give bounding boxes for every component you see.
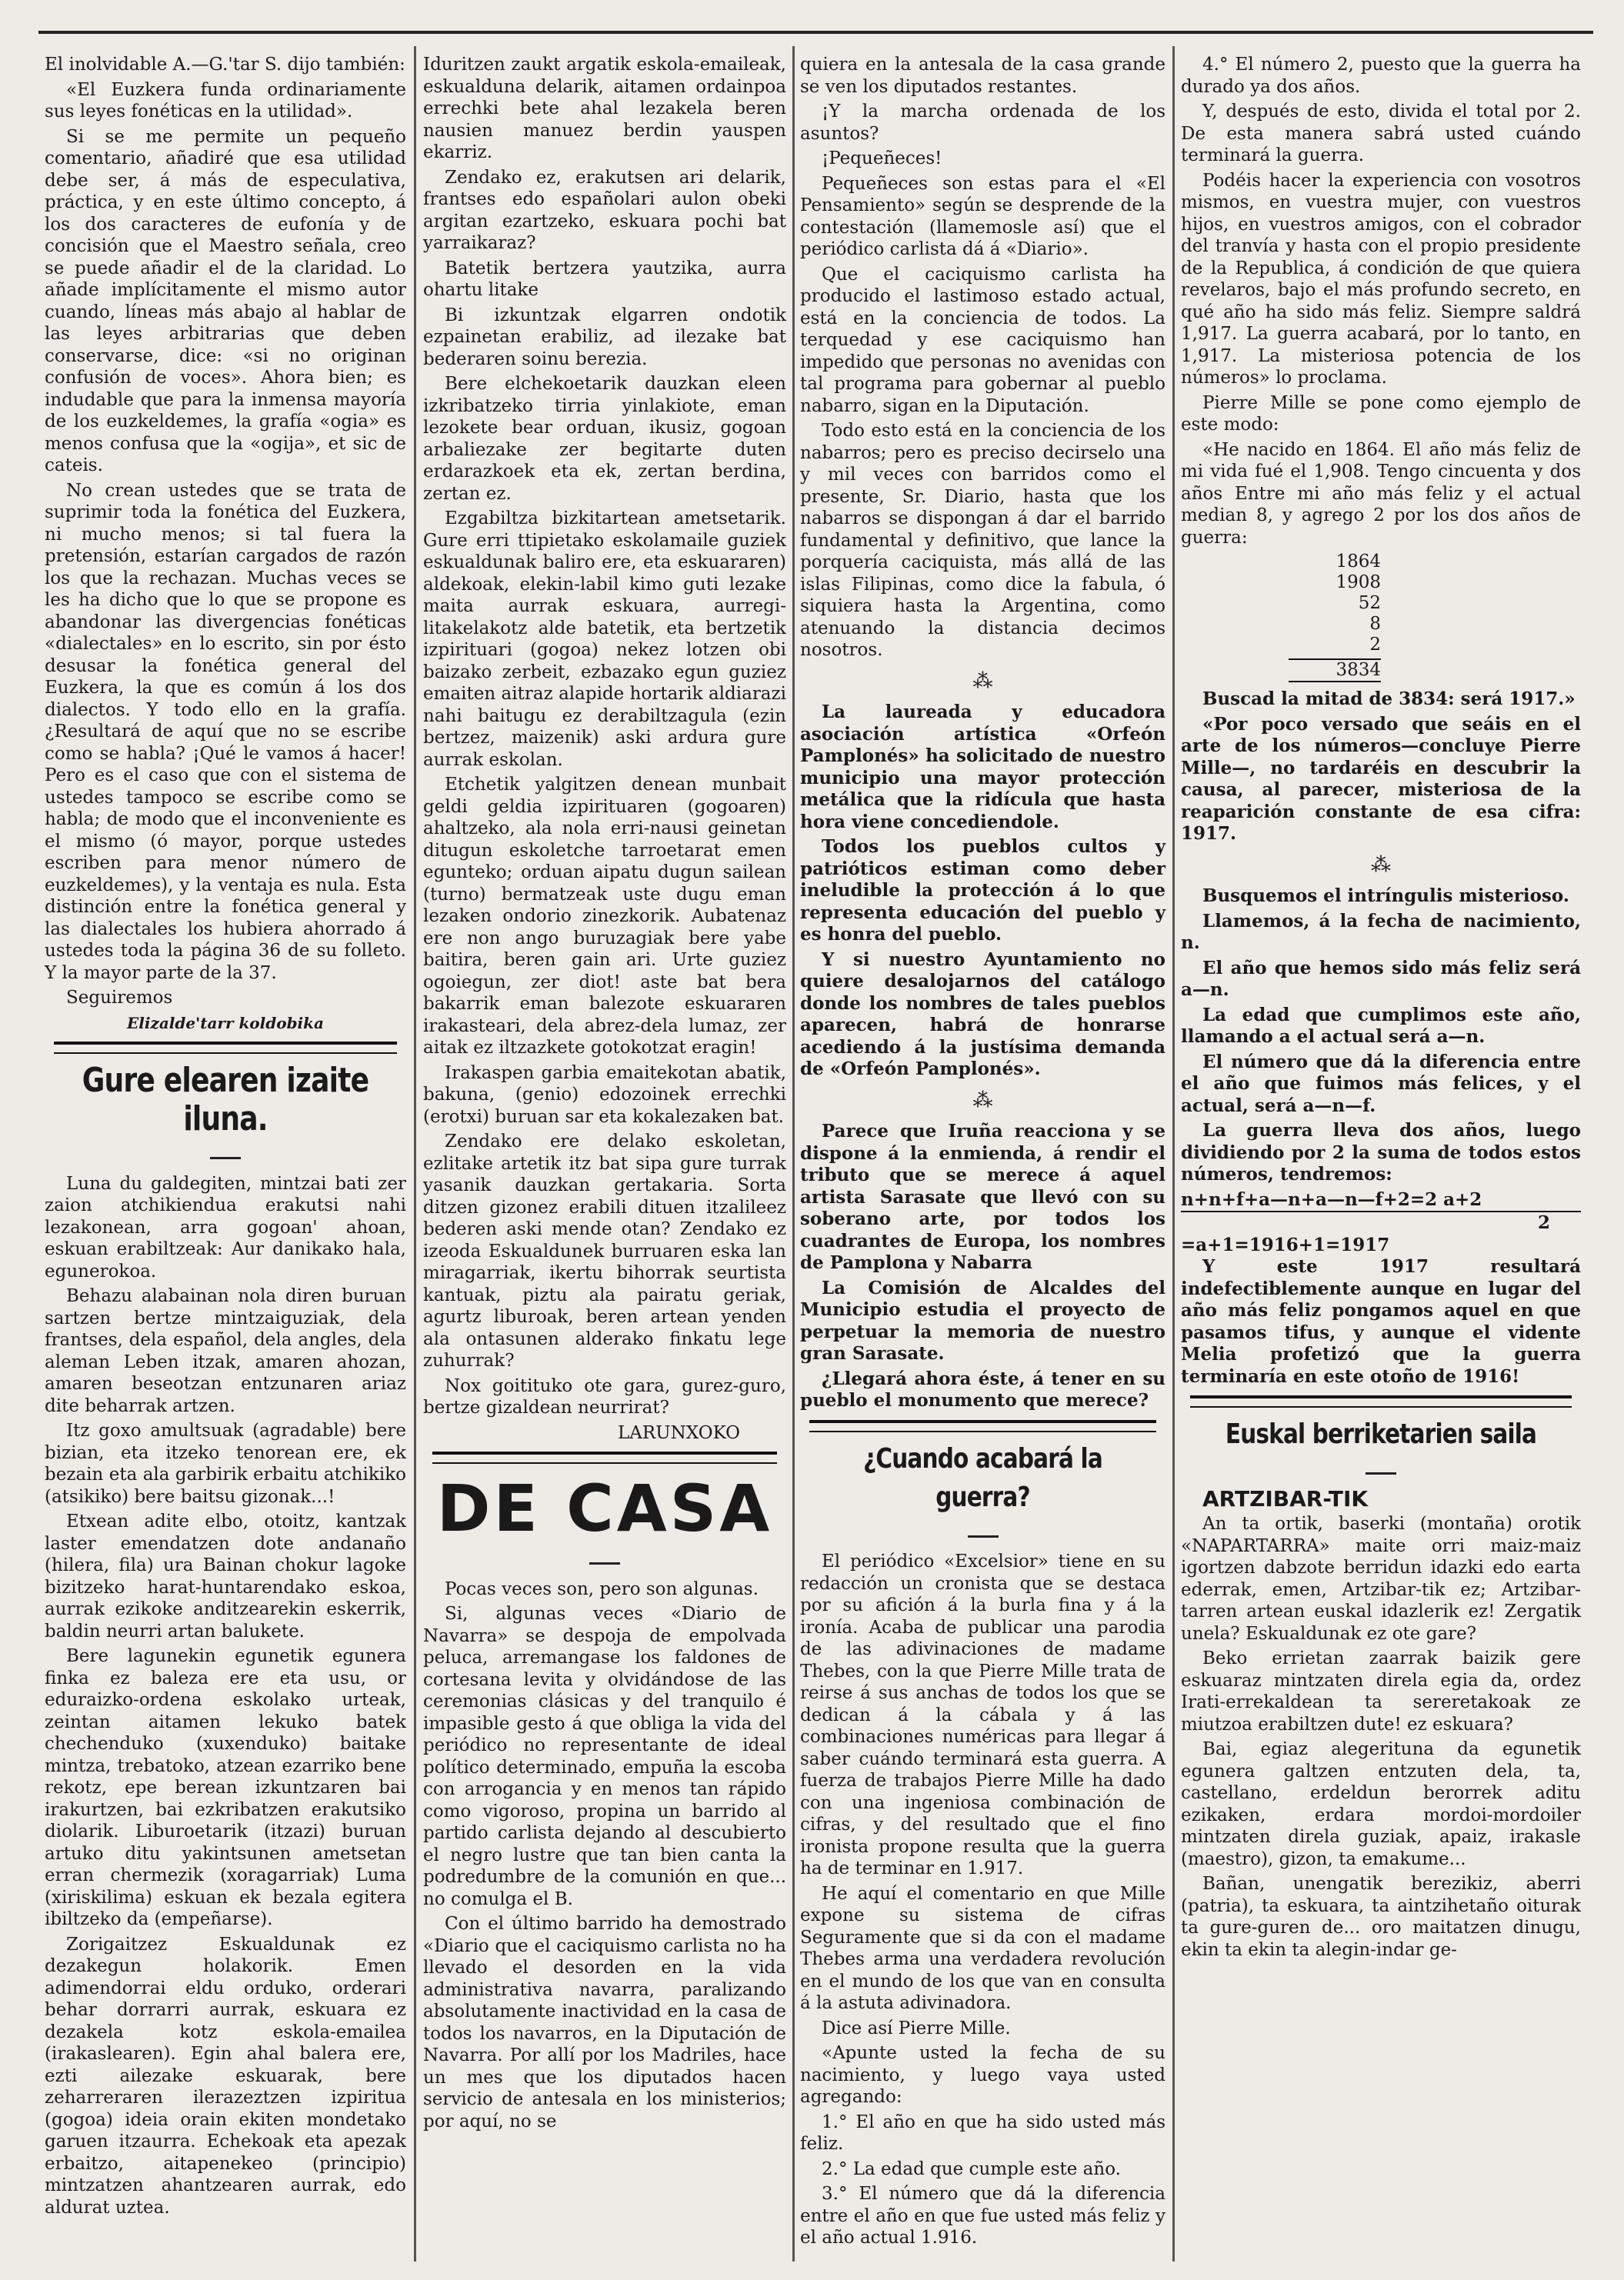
paragraph: Etxean adite elbo, otoitz, kantzak laster emendatzen dote andanaño (hilera, fila) ura Bainan chokur lagoke bizitzeko harat-huntarendako eskoa, aurrak ezikoke anditzearekin eskerrik, baldin neurri artan balukete.: [45, 1512, 406, 1642]
paragraph: El número que dá la diferencia entre el año que fuimos más felices, y el actual, será a—n—f.: [1181, 1051, 1581, 1116]
sum-row: 8: [1369, 614, 1381, 634]
paragraph: Bi izkuntzak elgarren ondotik ezpainetan erabiliz, ad ilezake bat bederaren soinu berezia.: [423, 305, 786, 369]
paragraph: Si, algunas veces «Diario de Navarra» se despoja de empolvada peluca, arremangase los faldones de cortesana levita y olvidándose de las ceremonias clásicas y del tranquilo é impasible gesto á que obliga la vida del periódico no representante de ideal político determinado, empuña la escoba con arrogancia y en menos tan rápido como vigoroso, propina un barrido al partido carlista dejando al descubierto el negro lustre que tan bien canta la podredumbre de la comunión en que... no comulga el B.: [423, 1604, 786, 1909]
section-heading: Euskal berriketarien saila: [1225, 1418, 1537, 1450]
paragraph: quiera en la antesala de la casa grande se ven los diputados restantes.: [800, 55, 1165, 97]
paragraph: Y, después de esto, divida el total por 2. De esta manera sabrá usted cuándo terminará la guerra.: [1181, 102, 1581, 165]
sum-row: 52: [1358, 593, 1381, 613]
paragraph: Behazu alabainan nola diren buruan sartzen bertze mintzaiguziak, dela frantses, dela español, dela angles, dela aleman Leben itzak, amaren ahozan, amaren beseotzan entzunaren ariaz dite beharrak artzen.: [45, 1286, 406, 1416]
paragraph: La Comisión de Alcaldes del Municipio estudia el proyecto de perpetuar la memoria de nuestro gran Sarasate.: [800, 1277, 1165, 1364]
short-rule: [1181, 1458, 1581, 1481]
paragraph: Zendako ere delako eskoletan, ezlitake artetik itz bat sipa gure turrak yasanik dauzkan gertakaria. Sorta ditzen gizonez erabili dituen itzalileez bederen aski mende otan? Zendako ez izeoda Eskualdunek burruaren eska lan miragarriak, ikertu bihorrak seurtista kantuak, piztu ala pairatu geriak, agurtz liburoak, beren artean yenden ala ontasunen alderako finkatu lege zuhurrak?: [423, 1132, 786, 1371]
column-1: [45, 54, 406, 2222]
paragraph: Zendako ez, erakutsen ari delarik, frantses edo españolari aulon obeki argitan ezartzeko, eskuara pochi bat yarraikaraz?: [423, 167, 786, 253]
paragraph: La guerra lleva dos años, luego dividiendo por 2 la suma de todos estos números, tendremos:: [1181, 1120, 1581, 1185]
paragraph: Bere elchekoetarik dauzkan eleen izkribatzeko tirria yinlakiote, eman lezokete bear orduan, ikusiz, gogoan arbaliezake zer begitarte duten erdarazkoek eta ek, zertan berdina, zertan ez.: [423, 374, 786, 504]
paragraph: ¡Y la marcha ordenada de los asuntos?: [800, 102, 1165, 144]
paragraph: El año que hemos sido más feliz será a—n.: [1181, 957, 1581, 1000]
paragraph: ¡Pequeñeces!: [822, 148, 942, 168]
continuation-note: Seguiremos: [66, 988, 173, 1008]
paragraph: 1.° El año en que ha sido usted más feliz.: [800, 2112, 1165, 2154]
paragraph: Podéis hacer la experiencia con vosotros mismos, en vuestra mujer, con vuestros hijos, en vuestros amigos, con el cobrador del tranvía y hasta con el propio presidente de la Republica, á condición de que quiera revelaros, bajo el más profundo secreto, en qué año ha sido más feliz. Siempre saldrá 1,917. La guerra acabará, por lo tanto, en 1,917. La misteriosa potencia de los números» lo proclama.: [1181, 170, 1581, 388]
asterism-separator: ⁂: [1371, 853, 1391, 877]
short-rule: [800, 1522, 1165, 1544]
sum-row: 1908: [1336, 572, 1381, 592]
sum-row: 2: [1369, 635, 1381, 655]
paragraph: Ezgabiltza bizkitartean ametsetarik. Gure erri ttipietako eskolamaile guziek eskualdunak baliro ere, eta eskuararen) aldekoak, elekin-labil kimo guti lezake maita aurrak eskuara, aurregi-litakelakotz alde batetik, eta bertzetik izpirituari (gogoa) nekez lotzen obi baizako zerbeit, ezbazako egun guziez emaiten aitraz alapide hortarik aldiarazi nahi baitugu ez derabiltzagula (ezin bertzez, maizenik) aski ardura gure aurrak eskolan.: [423, 508, 786, 770]
paragraph: «Apunte usted la fecha de su nacimiento, y luego vaya usted agregando:: [800, 2043, 1165, 2107]
paragraph: La laureada y educadora asociación artística «Orfeón Pamplonés» ha solicitado de nuestro municipio una mayor protección metálica que la ridícula que hasta hora viene concediendole.: [800, 702, 1165, 832]
article-title: Gure elearen izaite iluna.: [82, 1061, 369, 1138]
paragraph: Dice así Pierre Mille.: [822, 2018, 1011, 2038]
column-3: [800, 54, 1165, 2252]
paragraph: Y si nuestro Ayuntamiento no quiere desalojarnos del catálogo donde los nombres de tales pueblos aparecen, habrá de honrarse acediendo á la justísima demanda de «Orfeón Pamplonés».: [800, 948, 1165, 1079]
paragraph: El periódico «Excelsior» tiene en su redacción un cronista que se destaca por su afición á la burla fina y á la ironía. Acaba de publicar una parodia de las adivinaciones de madame Thebes, con la que Pierre Mille trata de reirse á sus anchas de todos los que se dedican á la cábala y á las combinaciones numéricas para llegar á saber cuándo terminará esta guerra. A fuerza de trabajos Pierre Mille ha dado con una ingeniosa combinación de cifras, y del resultado que el fino ironista propone resulta que la guerra ha de terminar en 1.917.: [800, 1552, 1165, 1878]
paragraph: El inolvidable A.—G.'tar S. dijo también:: [45, 55, 405, 75]
paragraph: Irakaspen garbia emaitekotan abatik, bakuna, (genio) edozoinek errechki (erotxi) buruan sar eta kokalezaken bat.: [423, 1062, 786, 1127]
paragraph: Zorigaitzez Eskualdunak ez dezakegun holakorik. Emen adimendorrai eldu orduko, orderari behar dorrarri aurrak, eskuara ez dezakela kotz eskola-emailea (irakaslearen). Egin ahal balera ere, ezti ailezake eskuarak, bere zeharreraren ilerazeztzen izpiritua (gogoa) ideia orain ekiten mondetako garuen itzaurra. Echekoak eta apezak erbaitzo, aitapenekeo (principio) mintzatzen ahantzearen aurrak, edo aldurat uztea.: [45, 1934, 406, 2218]
paragraph: He aquí el comentario en que Mille expone su sistema de cifras Seguramente que si da con el madame Thebes arma una verdadera revolución en el mundo de los que van en consulta á la astuta adivinadora.: [800, 1883, 1165, 2013]
paragraph: Pocas veces son, pero son algunas.: [445, 1578, 759, 1599]
column-divider: [414, 46, 416, 2262]
paragraph: Iduritzen zaukt argatik eskola-emaileak, eskualduna delarik, aitamen ordainpoa errechki bete ahal lezakela beren nausien manuez berdin yauspen ekarriz.: [423, 55, 786, 162]
ornament-divider: [1190, 1395, 1572, 1408]
paragraph: 3.° El número que dá la diferencia entre el año en que fue usted más feliz y el año actual 1.916.: [800, 2184, 1165, 2248]
paragraph: Si se me permite un pequeño comentario, añadiré que esa utilidad debe ser, á más de especulativa, práctica, y en este último concepto, á los dos caracteres de eufonía y de concisión que el Maestro señala, creo se puede añadir el de la claridad. Lo añade implícitamente el mismo autor cuando, líneas más abajo al hablar de las leyes arbitrarias que deben conservarse, dice: «si no originan confusión de voces». Ahora bien; es indudable que para la inmensa mayoría de los euzkeldemes, la grafía «ogia» es menos confusa que la «ogija», et sic de cateis.: [45, 126, 406, 475]
paragraph: Bai, egiaz alegerituna da egunetik egunera galtzen entzuten dela, ta, castellano, erdeldun berorrek aditu ezikaken, erdara mordoi-mordoiler mintzaten direla guziak, apaiz, irakasle (maestro), gizon, ta emakume...: [1181, 1739, 1581, 1869]
article-subheading: ARTZIBAR-TIK: [1202, 1485, 1369, 1512]
paragraph: An ta ortik, baserki (montaña) orotik «NAPARTARRA» maite orri maiz-maiz igortzen dabzote berridun idazki edo earta ederrak, emen, Artzibar-tik ez; Artzibar-tarren artean euskal idazlerik ez! Zergatik unela? Eskualdunak ez ote gare?: [1181, 1514, 1581, 1644]
author-signature: LARUNXOKO: [618, 1422, 740, 1443]
paragraph: «El Euzkera funda ordinariamente sus leyes fonéticas en la utilidad».: [45, 79, 406, 122]
paragraph: Llamemos, á la fecha de nacimiento, n.: [1181, 910, 1581, 953]
paragraph: Bere lagunekin egunetik egunera finka ez baleza ere eta usu, or eduraizko-ordena eskolako urteak, zeintan aitamen lekuko batek chechenduko (xuxenduko) baitake mintza, trebatoko, atzean ezarriko bene rekotz, epe berean izkuntzaren bai irakurtzen, bai ezkribatzen erakutsiko diolarik. Liburoetarik (itzazi) buruan artuko ditu yakintsunen ametsetan erran chermezik (xoragarriak) Luma (xiriskilima) eskuan ek bezala egitera ibiltzeko da (empeñarse).: [45, 1646, 406, 1929]
paragraph: Beko errietan zaarrak baizik gere eskuaraz mintzaten direla egia da, ordez Irati-errekaldean ta sereretakoak ze miutzoa erabiltzen dute! ez eskuara?: [1181, 1648, 1581, 1735]
paragraph: Buscad la mitad de 3834: será 1917.»: [1202, 688, 1576, 709]
paragraph: 2.° La edad que cumple este año.: [822, 2158, 1121, 2179]
asterism-separator: ⁂: [972, 1088, 993, 1112]
paragraph: Pequeñeces son estas para el «El Pensamiento» según se desprende de la contestación (llamemosle así) que el periódico carlista dá á «Diario».: [800, 173, 1165, 259]
short-rule: [45, 1143, 406, 1165]
paragraph: Etchetik yalgitzen denean munbait geldi geldia izpirituaren (gogoaren) ahaltzeko, ala nola erri-nausi geinetan ditugun eskoletche tarroetarat emen egunteko; orduan aipatu dugun sailean (turno) bermatzeak uste dugu eman lezaken ondorio zinezkorik. Aubatenaz ere non ango buruzagiak bere yabe baitira, beren gain ari. Urte guziez ogoiegun, zer diot! aste bat bera bakarrik eman balezote eskuararen irakasteari, dela abrez-dela lumaz, zer aitak ez iltzazkete gotokotzat eragin!: [423, 775, 786, 1058]
paragraph: ¿Llegará ahora éste, á tener en su pueblo el monumento que merece?: [800, 1368, 1165, 1411]
paragraph: Que el caciquismo carlista ha producido el lastimoso estado actual, está en la conciencia de todos. La terquedad y ese caciquismo han impedido que personas no avenidas con tal programa para gobernar al pueblo nabarro, sigan en la Diputación.: [800, 264, 1165, 416]
paragraph: 4.° El número 2, puesto que la guerra ha durado ya dos años.: [1181, 55, 1581, 97]
sum-row: 1864: [1336, 552, 1381, 572]
sum-total: 3834: [1289, 658, 1381, 682]
ornament-divider: [809, 1420, 1156, 1432]
paragraph: La edad que cumplimos este año, llamando a el actual será a—n.: [1181, 1004, 1581, 1047]
section-heading: DE CASA: [436, 1471, 773, 1546]
column-2: [423, 54, 786, 2135]
formula: [1181, 1189, 1581, 1257]
paragraph: Itz goxo amultsuak (agradable) bere bizian, eta itzeko tenorean ere, ek bezain eta ala garbirik erbaitu atchikiko (atsikiko) bere baitsu gizonak...!: [45, 1421, 406, 1507]
ornament-divider: [54, 1042, 397, 1054]
paragraph: Batetik bertzera yautzika, aurra ohartu litake: [423, 258, 786, 300]
short-rule: [423, 1548, 786, 1571]
column-divider: [1172, 46, 1175, 2262]
paragraph: Todos los pueblos cultos y patrióticos estiman como deber ineludible la protección á lo que representa educación del pueblo y es honra del pueblo.: [800, 836, 1165, 945]
paragraph: No crean ustedes que se trata de suprimir toda la fonética del Euzkera, ni mucho menos; si tal fuera la pretensión, estarían cargados de razón los que la rechazan. Muchas veces se les ha dicho que lo que se propone es abandonar las divergencias fonéticas «dialectales» en lo escrito, sin por ésto desusar la fonética general del Euzkera, la que es común á los dos dialectos. Y todo ello en la grafía. ¿Resultará de aquí que no se escribe como se habla? ¡Qué le vamos á hacer! Pero es el caso que con el sistema de ustedes tampoco se escribe como se habla; de modo que el inconveniente es el mismo (ó mayor, porque ustedes escriben para menor número de euzkeldemes), y la ventaja es nula. Esta distinción entre la fonética general y las dialectales los hubiera ahorrado á ustedes toda la página 36 de su folleto. Y la mayor parte de la 37.: [45, 480, 406, 983]
column-4: [1181, 54, 1581, 1964]
article-title: ¿Cuando acabará la guerra?: [863, 1442, 1102, 1513]
paragraph: Todo esto está en la conciencia de los nabarros; pero es preciso decirselo una y mil veces con barridos como el presente, Sr. Diario, hasta que los nabarros se dispongan á dar el barrido fundamental y definitivo, que lance la porquería caciquista, más allá de las islas Filipinas, como dice la fabula, ó siquiera hasta la Argentina, como atenuando la distancia decimos nosotros.: [800, 421, 1165, 660]
column-divider: [792, 46, 795, 2262]
paragraph: Y este 1917 resultará indefectiblemente aunque en lugar del año más feliz pongamos aquel en que pasamos tifus, y aunque el vidente Melia profetizó que la guerra terminaría en este otoño de 1916!: [1181, 1256, 1581, 1387]
paragraph: Luna du galdegiten, mintzai bati zer zaion atchikiendua erakutsi nahi lezakonean, arra gogoan' ahoan, eskuan erabiltzeak: Aur danikako hala, egunerokoa.: [45, 1173, 406, 1282]
paragraph: «Por poco versado que seáis en el arte de los números—concluye Pierre Mille—, no tardaréis en descubrir la causa, al parecer, misteriosa de la reaparición constante de esa cifra: 1917.: [1181, 713, 1581, 844]
ornament-divider: [432, 1452, 777, 1464]
author-signature: Elizalde'tarr koldobika: [127, 1013, 324, 1032]
paragraph: Parece que Iruña reacciona y se dispone á la enmienda, á rendir el tributo que se merece á aquel artista Sarasate que llevó con su soberano arte, por todos los cuadrantes de Europa, los nombres de Pamplona y Nabarra: [800, 1121, 1165, 1273]
formula-numerator: n+n+f+a—n+a—n—f+2=2 a+2: [1181, 1189, 1581, 1213]
paragraph: Nox goitituko ote gara, gurez-guro, bertze gizaldean neurrirat?: [423, 1375, 786, 1418]
formula-denominator: 2: [1537, 1212, 1550, 1233]
paragraph: «He nacido en 1864. El año más feliz de mi vida fué el 1,908. Tengo cincuenta y dos años Entre mi año más feliz y el actual median 8, y agrego 2 por los dos años de guerra:: [1181, 439, 1581, 548]
paragraph: Con el último barrido ha demostrado «Diario que el caciquismo carlista no ha llevado el desorden en la vida administrativa navarra, paralizando absolutamente inactividad en la casa de todos los navarros, en la Diputación de Navarra. Por allí por los Madriles, hace un mes que los diputados hacen servicio de antesala en los ministerios; por aquí, no se: [423, 1914, 786, 2132]
paragraph: Busquemos el intríngulis misterioso.: [1202, 885, 1569, 906]
paragraph: Bañan, unengatik berezikiz, aberri (patria), ta eskuara, ta aintzihetaño oiturak ta gure-guren de... oro maitatzen dinugu, ekin ta ekin ta alegin-indar ge-: [1181, 1874, 1581, 1960]
addition-table: [1289, 552, 1381, 682]
asterism-separator: ⁂: [972, 669, 993, 693]
paragraph: Pierre Mille se pone como ejemplo de este modo:: [1181, 392, 1581, 435]
top-rule: [38, 31, 1593, 34]
formula-result: =a+1=1916+1=1917: [1181, 1234, 1390, 1255]
